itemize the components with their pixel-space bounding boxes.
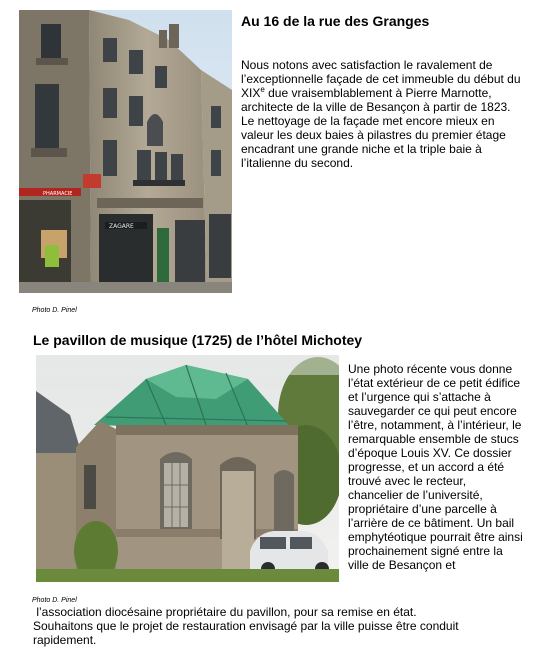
article1-photo-credit: Photo D. Pinel	[32, 307, 77, 314]
facade-photo-drawing	[19, 10, 232, 293]
article1-title: Au 16 de la rue des Granges	[241, 13, 430, 29]
article1-text-before-sup: Nous notons avec satisfaction le ravalement de l’exceptionnelle façade de cet immeuble du début du XIX	[241, 58, 521, 100]
article1-paragraph	[241, 58, 525, 170]
article1-text-after-sup: due vraisemblablement à Pierre Marnotte, architecte de la ville de Besançon à partir de 1823. Le nettoyage de la façade met encore mieux en valeur les deux baies à pilastres du premier étage encadrant une grande niche et la triple baie à l’italienne du second.	[241, 86, 511, 170]
pharmacy-sign: PHARMACIE	[43, 191, 73, 197]
zagare-sign: ZAGARE	[109, 223, 134, 230]
pavilion-photo	[36, 355, 339, 582]
pavilion-photo-drawing	[36, 355, 339, 582]
facade-photo	[19, 10, 232, 293]
article2-photo-credit: Photo D. Pinel	[32, 597, 77, 604]
century-superscript: e	[260, 85, 265, 94]
article2-side-paragraph: Une photo récente vous donne l’état extérieur de ce petit édifice et l’urgence qui s’attache à sauvegarder ce qui peut encore l’être, notamment, à l’intérieur, le remarquable ensemble de stucs d’époque Louis XV. Ce dossier progresse, et un accord a été trouvé avec le recteur, chancelier de l’université, propriétaire d’une parcelle à l’arrière de ce bâtiment. Un bail emphytéotique pourrait être ainsi prochainement signé entre la ville de Besançon et	[348, 362, 523, 572]
article2-continuation-line2: Souhaitons que le projet de restauration envisagé par la ville puisse être conduit rapidement.	[33, 619, 459, 647]
article2-continuation-line1: l’association diocésaine propriétaire du pavillon, pour sa remise en état.	[33, 605, 417, 619]
article2-title: Le pavillon de musique (1725) de l’hôtel Michotey	[33, 332, 363, 348]
